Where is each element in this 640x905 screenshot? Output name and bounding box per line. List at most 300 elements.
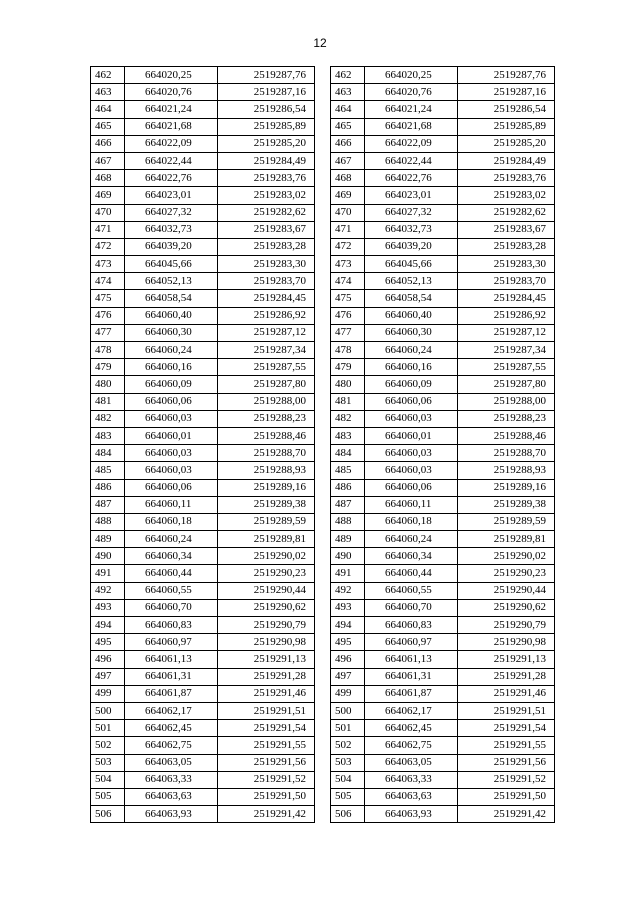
table-row <box>331 84 555 101</box>
table-row <box>91 238 315 255</box>
table-row <box>331 754 555 771</box>
table-row <box>331 135 555 152</box>
x-coordinate-cell: 664060,06 <box>365 393 458 410</box>
coordinate-tables <box>90 66 554 836</box>
point-number-cell: 489 <box>331 531 365 548</box>
table-row <box>91 187 315 204</box>
y-coordinate-cell: 2519283,70 <box>218 273 315 290</box>
x-coordinate-cell: 664032,73 <box>125 221 218 238</box>
x-coordinate-cell: 664060,16 <box>365 359 458 376</box>
point-number-cell: 487 <box>331 496 365 513</box>
y-coordinate-cell: 2519289,59 <box>218 513 315 530</box>
y-coordinate-cell: 2519283,67 <box>458 221 555 238</box>
point-number-cell: 492 <box>331 582 365 599</box>
point-number-cell: 496 <box>91 651 125 668</box>
table-row <box>91 531 315 548</box>
point-number-cell: 495 <box>91 634 125 651</box>
table-row <box>331 634 555 651</box>
point-number-cell: 497 <box>331 668 365 685</box>
point-number-cell: 500 <box>91 702 125 719</box>
table-row <box>331 806 555 823</box>
coordinate-table-left <box>90 66 315 823</box>
point-number-cell: 473 <box>91 256 125 273</box>
point-number-cell: 494 <box>331 617 365 634</box>
point-number-cell: 482 <box>91 410 125 427</box>
point-number-cell: 506 <box>331 806 365 823</box>
y-coordinate-cell: 2519291,56 <box>218 754 315 771</box>
y-coordinate-cell: 2519291,54 <box>458 720 555 737</box>
point-number-cell: 482 <box>331 410 365 427</box>
x-coordinate-cell: 664060,55 <box>365 582 458 599</box>
y-coordinate-cell: 2519289,38 <box>218 496 315 513</box>
x-coordinate-cell: 664023,01 <box>365 187 458 204</box>
x-coordinate-cell: 664060,11 <box>365 496 458 513</box>
point-number-cell: 489 <box>91 531 125 548</box>
y-coordinate-cell: 2519283,30 <box>458 256 555 273</box>
x-coordinate-cell: 664062,45 <box>365 720 458 737</box>
point-number-cell: 500 <box>331 702 365 719</box>
point-number-cell: 493 <box>331 599 365 616</box>
y-coordinate-cell: 2519289,16 <box>458 479 555 496</box>
x-coordinate-cell: 664060,18 <box>125 513 218 530</box>
point-number-cell: 464 <box>331 101 365 118</box>
table-row <box>91 565 315 582</box>
point-number-cell: 465 <box>91 118 125 135</box>
table-row <box>331 101 555 118</box>
table-row <box>331 582 555 599</box>
y-coordinate-cell: 2519283,76 <box>218 170 315 187</box>
table-row <box>91 135 315 152</box>
y-coordinate-cell: 2519291,13 <box>458 651 555 668</box>
x-coordinate-cell: 664023,01 <box>125 187 218 204</box>
x-coordinate-cell: 664063,33 <box>125 771 218 788</box>
table-row <box>331 496 555 513</box>
table-row <box>331 67 555 84</box>
x-coordinate-cell: 664022,09 <box>125 135 218 152</box>
x-coordinate-cell: 664060,18 <box>365 513 458 530</box>
table-row <box>331 410 555 427</box>
y-coordinate-cell: 2519287,80 <box>218 376 315 393</box>
x-coordinate-cell: 664063,05 <box>365 754 458 771</box>
point-number-cell: 493 <box>91 599 125 616</box>
point-number-cell: 502 <box>331 737 365 754</box>
x-coordinate-cell: 664062,17 <box>125 702 218 719</box>
y-coordinate-cell: 2519290,02 <box>458 548 555 565</box>
point-number-cell: 474 <box>91 273 125 290</box>
y-coordinate-cell: 2519291,52 <box>458 771 555 788</box>
table-row <box>331 427 555 444</box>
y-coordinate-cell: 2519284,45 <box>458 290 555 307</box>
table-row <box>91 599 315 616</box>
table-row <box>91 445 315 462</box>
y-coordinate-cell: 2519287,55 <box>218 359 315 376</box>
y-coordinate-cell: 2519290,98 <box>458 634 555 651</box>
table-row <box>331 290 555 307</box>
y-coordinate-cell: 2519290,23 <box>218 565 315 582</box>
table-row <box>91 290 315 307</box>
point-number-cell: 499 <box>331 685 365 702</box>
point-number-cell: 484 <box>91 445 125 462</box>
x-coordinate-cell: 664063,93 <box>365 806 458 823</box>
x-coordinate-cell: 664060,40 <box>365 307 458 324</box>
y-coordinate-cell: 2519289,81 <box>218 531 315 548</box>
table-row <box>331 170 555 187</box>
y-coordinate-cell: 2519291,50 <box>458 788 555 805</box>
point-number-cell: 471 <box>91 221 125 238</box>
y-coordinate-cell: 2519288,93 <box>218 462 315 479</box>
table-row <box>91 152 315 169</box>
y-coordinate-cell: 2519291,55 <box>218 737 315 754</box>
table-row <box>331 376 555 393</box>
table-row <box>331 617 555 634</box>
x-coordinate-cell: 664060,09 <box>125 376 218 393</box>
point-number-cell: 485 <box>91 462 125 479</box>
point-number-cell: 467 <box>91 152 125 169</box>
x-coordinate-cell: 664060,97 <box>365 634 458 651</box>
y-coordinate-cell: 2519289,81 <box>458 531 555 548</box>
y-coordinate-cell: 2519291,42 <box>458 806 555 823</box>
point-number-cell: 479 <box>91 359 125 376</box>
y-coordinate-cell: 2519290,62 <box>218 599 315 616</box>
point-number-cell: 479 <box>331 359 365 376</box>
table-row <box>331 204 555 221</box>
point-number-cell: 483 <box>331 427 365 444</box>
x-coordinate-cell: 664060,83 <box>125 617 218 634</box>
y-coordinate-cell: 2519287,76 <box>458 67 555 84</box>
y-coordinate-cell: 2519290,02 <box>218 548 315 565</box>
x-coordinate-cell: 664063,63 <box>125 788 218 805</box>
y-coordinate-cell: 2519288,46 <box>458 427 555 444</box>
table-row <box>91 548 315 565</box>
x-coordinate-cell: 664060,09 <box>365 376 458 393</box>
x-coordinate-cell: 664062,17 <box>365 702 458 719</box>
point-number-cell: 481 <box>331 393 365 410</box>
y-coordinate-cell: 2519286,54 <box>458 101 555 118</box>
table-row <box>331 599 555 616</box>
x-coordinate-cell: 664060,97 <box>125 634 218 651</box>
y-coordinate-cell: 2519283,67 <box>218 221 315 238</box>
page-number: 12 <box>313 36 327 50</box>
point-number-cell: 471 <box>331 221 365 238</box>
point-number-cell: 462 <box>91 67 125 84</box>
x-coordinate-cell: 664045,66 <box>365 256 458 273</box>
x-coordinate-cell: 664060,03 <box>365 462 458 479</box>
y-coordinate-cell: 2519285,20 <box>218 135 315 152</box>
point-number-cell: 476 <box>91 307 125 324</box>
x-coordinate-cell: 664020,25 <box>125 67 218 84</box>
x-coordinate-cell: 664020,76 <box>125 84 218 101</box>
x-coordinate-cell: 664061,13 <box>125 651 218 668</box>
table-row <box>91 342 315 359</box>
point-number-cell: 497 <box>91 668 125 685</box>
x-coordinate-cell: 664060,11 <box>125 496 218 513</box>
y-coordinate-cell: 2519291,56 <box>458 754 555 771</box>
y-coordinate-cell: 2519282,62 <box>458 204 555 221</box>
point-number-cell: 463 <box>331 84 365 101</box>
table-row <box>91 496 315 513</box>
table-row <box>91 668 315 685</box>
point-number-cell: 481 <box>91 393 125 410</box>
point-number-cell: 488 <box>91 513 125 530</box>
table-row <box>331 702 555 719</box>
table-row <box>331 668 555 685</box>
point-number-cell: 490 <box>331 548 365 565</box>
x-coordinate-cell: 664060,01 <box>365 427 458 444</box>
x-coordinate-cell: 664060,03 <box>365 445 458 462</box>
table-row <box>331 788 555 805</box>
point-number-cell: 469 <box>91 187 125 204</box>
y-coordinate-cell: 2519283,02 <box>218 187 315 204</box>
y-coordinate-cell: 2519287,16 <box>218 84 315 101</box>
x-coordinate-cell: 664032,73 <box>365 221 458 238</box>
point-number-cell: 470 <box>91 204 125 221</box>
x-coordinate-cell: 664027,32 <box>125 204 218 221</box>
table-row <box>91 221 315 238</box>
point-number-cell: 472 <box>91 238 125 255</box>
point-number-cell: 466 <box>331 135 365 152</box>
x-coordinate-cell: 664060,01 <box>125 427 218 444</box>
y-coordinate-cell: 2519290,44 <box>458 582 555 599</box>
point-number-cell: 484 <box>331 445 365 462</box>
table-row <box>331 256 555 273</box>
point-number-cell: 485 <box>331 462 365 479</box>
table-row <box>91 685 315 702</box>
point-number-cell: 470 <box>331 204 365 221</box>
x-coordinate-cell: 664052,13 <box>125 273 218 290</box>
point-number-cell: 478 <box>91 342 125 359</box>
x-coordinate-cell: 664039,20 <box>125 238 218 255</box>
point-number-cell: 469 <box>331 187 365 204</box>
y-coordinate-cell: 2519287,55 <box>458 359 555 376</box>
point-number-cell: 467 <box>331 152 365 169</box>
table-row <box>331 324 555 341</box>
point-number-cell: 504 <box>331 771 365 788</box>
table-row <box>331 152 555 169</box>
point-number-cell: 495 <box>331 634 365 651</box>
table-row <box>331 737 555 754</box>
x-coordinate-cell: 664061,13 <box>365 651 458 668</box>
x-coordinate-cell: 664022,09 <box>365 135 458 152</box>
point-number-cell: 491 <box>91 565 125 582</box>
table-row <box>331 187 555 204</box>
x-coordinate-cell: 664021,68 <box>125 118 218 135</box>
x-coordinate-cell: 664061,31 <box>365 668 458 685</box>
y-coordinate-cell: 2519285,89 <box>218 118 315 135</box>
table-row <box>91 204 315 221</box>
table-row <box>91 737 315 754</box>
table-row <box>91 170 315 187</box>
point-number-cell: 492 <box>91 582 125 599</box>
x-coordinate-cell: 664061,87 <box>125 685 218 702</box>
x-coordinate-cell: 664060,06 <box>125 479 218 496</box>
point-number-cell: 506 <box>91 806 125 823</box>
point-number-cell: 465 <box>331 118 365 135</box>
x-coordinate-cell: 664022,44 <box>365 152 458 169</box>
point-number-cell: 472 <box>331 238 365 255</box>
point-number-cell: 487 <box>91 496 125 513</box>
y-coordinate-cell: 2519287,12 <box>218 324 315 341</box>
point-number-cell: 501 <box>331 720 365 737</box>
y-coordinate-cell: 2519283,02 <box>458 187 555 204</box>
y-coordinate-cell: 2519283,28 <box>218 238 315 255</box>
table-row <box>331 548 555 565</box>
y-coordinate-cell: 2519291,13 <box>218 651 315 668</box>
y-coordinate-cell: 2519288,93 <box>458 462 555 479</box>
table-row <box>331 393 555 410</box>
table-row <box>331 651 555 668</box>
point-number-cell: 501 <box>91 720 125 737</box>
table-row <box>331 685 555 702</box>
table-row <box>91 771 315 788</box>
y-coordinate-cell: 2519287,76 <box>218 67 315 84</box>
point-number-cell: 480 <box>91 376 125 393</box>
y-coordinate-cell: 2519288,23 <box>458 410 555 427</box>
point-number-cell: 505 <box>91 788 125 805</box>
table-row <box>91 462 315 479</box>
point-number-cell: 503 <box>91 754 125 771</box>
point-number-cell: 468 <box>331 170 365 187</box>
x-coordinate-cell: 664063,05 <box>125 754 218 771</box>
y-coordinate-cell: 2519285,20 <box>458 135 555 152</box>
table-row <box>331 221 555 238</box>
y-coordinate-cell: 2519291,46 <box>458 685 555 702</box>
coordinate-table-right <box>330 66 555 823</box>
y-coordinate-cell: 2519288,46 <box>218 427 315 444</box>
point-number-cell: 477 <box>91 324 125 341</box>
table-row <box>91 651 315 668</box>
y-coordinate-cell: 2519287,80 <box>458 376 555 393</box>
y-coordinate-cell: 2519288,00 <box>218 393 315 410</box>
table-row <box>331 513 555 530</box>
y-coordinate-cell: 2519290,98 <box>218 634 315 651</box>
point-number-cell: 474 <box>331 273 365 290</box>
y-coordinate-cell: 2519291,50 <box>218 788 315 805</box>
table-row <box>91 307 315 324</box>
point-number-cell: 463 <box>91 84 125 101</box>
x-coordinate-cell: 664060,06 <box>365 479 458 496</box>
table-row <box>91 582 315 599</box>
y-coordinate-cell: 2519283,76 <box>458 170 555 187</box>
table-row <box>91 118 315 135</box>
table-row <box>91 256 315 273</box>
y-coordinate-cell: 2519291,55 <box>458 737 555 754</box>
x-coordinate-cell: 664060,30 <box>125 324 218 341</box>
point-number-cell: 480 <box>331 376 365 393</box>
point-number-cell: 468 <box>91 170 125 187</box>
x-coordinate-cell: 664058,54 <box>125 290 218 307</box>
table-row <box>331 565 555 582</box>
x-coordinate-cell: 664060,40 <box>125 307 218 324</box>
table-row <box>331 307 555 324</box>
x-coordinate-cell: 664058,54 <box>365 290 458 307</box>
point-number-cell: 476 <box>331 307 365 324</box>
x-coordinate-cell: 664060,34 <box>365 548 458 565</box>
x-coordinate-cell: 664062,75 <box>365 737 458 754</box>
point-number-cell: 496 <box>331 651 365 668</box>
table-row <box>91 324 315 341</box>
point-number-cell: 504 <box>91 771 125 788</box>
y-coordinate-cell: 2519287,34 <box>218 342 315 359</box>
x-coordinate-cell: 664060,24 <box>125 342 218 359</box>
x-coordinate-cell: 664060,06 <box>125 393 218 410</box>
y-coordinate-cell: 2519288,23 <box>218 410 315 427</box>
point-number-cell: 466 <box>91 135 125 152</box>
x-coordinate-cell: 664061,87 <box>365 685 458 702</box>
y-coordinate-cell: 2519291,28 <box>458 668 555 685</box>
y-coordinate-cell: 2519289,16 <box>218 479 315 496</box>
x-coordinate-cell: 664062,75 <box>125 737 218 754</box>
table-row <box>331 273 555 290</box>
y-coordinate-cell: 2519284,49 <box>218 152 315 169</box>
table-row <box>331 445 555 462</box>
point-number-cell: 490 <box>91 548 125 565</box>
table-row <box>331 531 555 548</box>
table-row <box>91 754 315 771</box>
x-coordinate-cell: 664027,32 <box>365 204 458 221</box>
y-coordinate-cell: 2519288,70 <box>458 445 555 462</box>
table-row <box>91 410 315 427</box>
x-coordinate-cell: 664060,24 <box>365 531 458 548</box>
y-coordinate-cell: 2519291,52 <box>218 771 315 788</box>
point-number-cell: 499 <box>91 685 125 702</box>
y-coordinate-cell: 2519286,54 <box>218 101 315 118</box>
y-coordinate-cell: 2519287,34 <box>458 342 555 359</box>
y-coordinate-cell: 2519291,51 <box>218 702 315 719</box>
x-coordinate-cell: 664060,03 <box>125 462 218 479</box>
x-coordinate-cell: 664022,76 <box>125 170 218 187</box>
x-coordinate-cell: 664039,20 <box>365 238 458 255</box>
x-coordinate-cell: 664060,03 <box>365 410 458 427</box>
table-row <box>331 238 555 255</box>
y-coordinate-cell: 2519289,38 <box>458 496 555 513</box>
x-coordinate-cell: 664060,24 <box>125 531 218 548</box>
x-coordinate-cell: 664022,76 <box>365 170 458 187</box>
y-coordinate-cell: 2519291,42 <box>218 806 315 823</box>
x-coordinate-cell: 664060,44 <box>125 565 218 582</box>
point-number-cell: 486 <box>331 479 365 496</box>
table-row <box>91 720 315 737</box>
y-coordinate-cell: 2519290,79 <box>458 617 555 634</box>
point-number-cell: 491 <box>331 565 365 582</box>
x-coordinate-cell: 664052,13 <box>365 273 458 290</box>
y-coordinate-cell: 2519283,70 <box>458 273 555 290</box>
y-coordinate-cell: 2519285,89 <box>458 118 555 135</box>
table-row <box>331 771 555 788</box>
y-coordinate-cell: 2519283,28 <box>458 238 555 255</box>
x-coordinate-cell: 664060,44 <box>365 565 458 582</box>
point-number-cell: 464 <box>91 101 125 118</box>
table-row <box>91 617 315 634</box>
y-coordinate-cell: 2519284,49 <box>458 152 555 169</box>
table-row <box>331 479 555 496</box>
y-coordinate-cell: 2519290,79 <box>218 617 315 634</box>
point-number-cell: 483 <box>91 427 125 444</box>
y-coordinate-cell: 2519284,45 <box>218 290 315 307</box>
table-row <box>331 342 555 359</box>
table-row <box>91 376 315 393</box>
x-coordinate-cell: 664063,33 <box>365 771 458 788</box>
point-number-cell: 502 <box>91 737 125 754</box>
table-row <box>91 427 315 444</box>
table-row <box>91 513 315 530</box>
y-coordinate-cell: 2519282,62 <box>218 204 315 221</box>
y-coordinate-cell: 2519290,23 <box>458 565 555 582</box>
table-row <box>331 462 555 479</box>
table-row <box>331 720 555 737</box>
x-coordinate-cell: 664045,66 <box>125 256 218 273</box>
y-coordinate-cell: 2519286,92 <box>218 307 315 324</box>
table-row <box>91 273 315 290</box>
